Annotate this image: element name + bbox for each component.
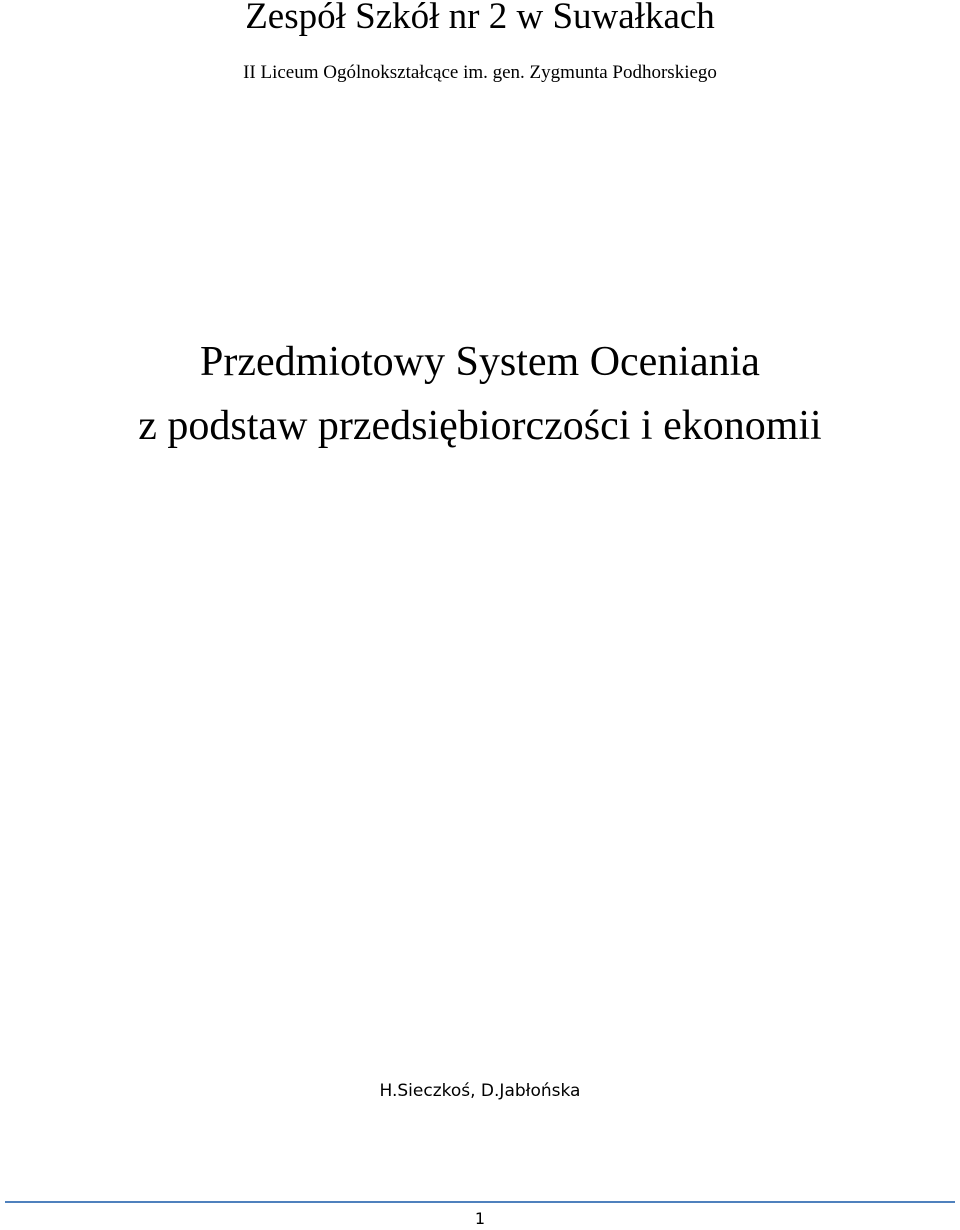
school-name: Zespół Szkół nr 2 w Suwałkach bbox=[245, 0, 715, 37]
footer-rule bbox=[5, 1201, 955, 1203]
document-title-line2: z podstaw przedsiębiorczości i ekonomii bbox=[138, 403, 822, 449]
school-subtitle: II Liceum Ogólnokształcące im. gen. Zygmunta Podhorskiego bbox=[243, 62, 717, 83]
document-title-line1: Przedmiotowy System Oceniania bbox=[200, 339, 760, 385]
authors: H.Sieczkoś, D.Jabłońska bbox=[379, 1081, 581, 1101]
page-number: 1 bbox=[474, 1209, 486, 1228]
document-title bbox=[0, 334, 960, 454]
